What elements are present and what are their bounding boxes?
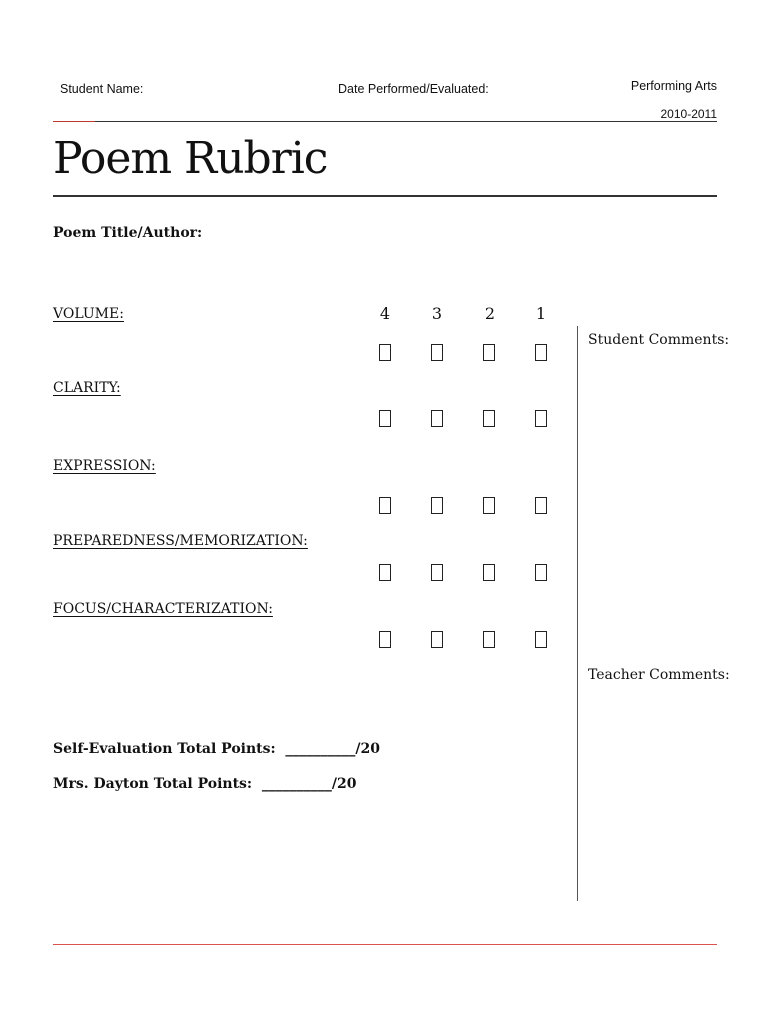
criterion-volume: VOLUME: <box>53 306 124 322</box>
teacher-comments-label: Teacher Comments: <box>588 667 730 683</box>
header-divider <box>95 121 717 122</box>
checkbox-clarity-1[interactable] <box>535 410 547 427</box>
checkbox-clarity-2[interactable] <box>483 410 495 427</box>
comments-divider <box>577 326 578 901</box>
score-header-2: 2 <box>484 304 496 323</box>
criterion-preparedness: PREPAREDNESS/MEMORIZATION: <box>53 533 308 549</box>
checkbox-preparedness-3[interactable] <box>431 564 443 581</box>
checkbox-focus-3[interactable] <box>431 631 443 648</box>
title-divider <box>53 195 717 197</box>
self-evaluation-total: Self-Evaluation Total Points: __________/20 <box>53 741 381 757</box>
checkbox-expression-4[interactable] <box>379 497 391 514</box>
header-accent-mark <box>53 121 95 122</box>
student-name-label: Student Name: <box>60 82 144 96</box>
student-comments-label: Student Comments: <box>588 332 730 348</box>
checkbox-volume-1[interactable] <box>535 344 547 361</box>
score-header-4: 4 <box>379 304 391 323</box>
footer-rule <box>53 944 717 945</box>
checkbox-focus-2[interactable] <box>483 631 495 648</box>
checkbox-preparedness-2[interactable] <box>483 564 495 581</box>
page-title: Poem Rubric <box>53 133 328 184</box>
checkbox-clarity-4[interactable] <box>379 410 391 427</box>
checkbox-preparedness-1[interactable] <box>535 564 547 581</box>
department-label: Performing Arts <box>630 79 717 93</box>
score-header-1: 1 <box>535 304 547 323</box>
score-header-3: 3 <box>431 304 443 323</box>
checkbox-volume-4[interactable] <box>379 344 391 361</box>
date-label: Date Performed/Evaluated: <box>338 82 489 96</box>
checkbox-volume-3[interactable] <box>431 344 443 361</box>
checkbox-focus-1[interactable] <box>535 631 547 648</box>
checkbox-volume-2[interactable] <box>483 344 495 361</box>
criterion-clarity: CLARITY: <box>53 380 121 396</box>
year-label: 2010-2011 <box>660 107 717 121</box>
checkbox-clarity-3[interactable] <box>431 410 443 427</box>
checkbox-expression-1[interactable] <box>535 497 547 514</box>
criterion-focus: FOCUS/CHARACTERIZATION: <box>53 601 273 617</box>
checkbox-preparedness-4[interactable] <box>379 564 391 581</box>
checkbox-focus-4[interactable] <box>379 631 391 648</box>
poem-title-label: Poem Title/Author: <box>53 225 203 241</box>
criterion-expression: EXPRESSION: <box>53 458 156 474</box>
checkbox-expression-2[interactable] <box>483 497 495 514</box>
teacher-total: Mrs. Dayton Total Points: __________/20 <box>53 776 357 792</box>
checkbox-expression-3[interactable] <box>431 497 443 514</box>
